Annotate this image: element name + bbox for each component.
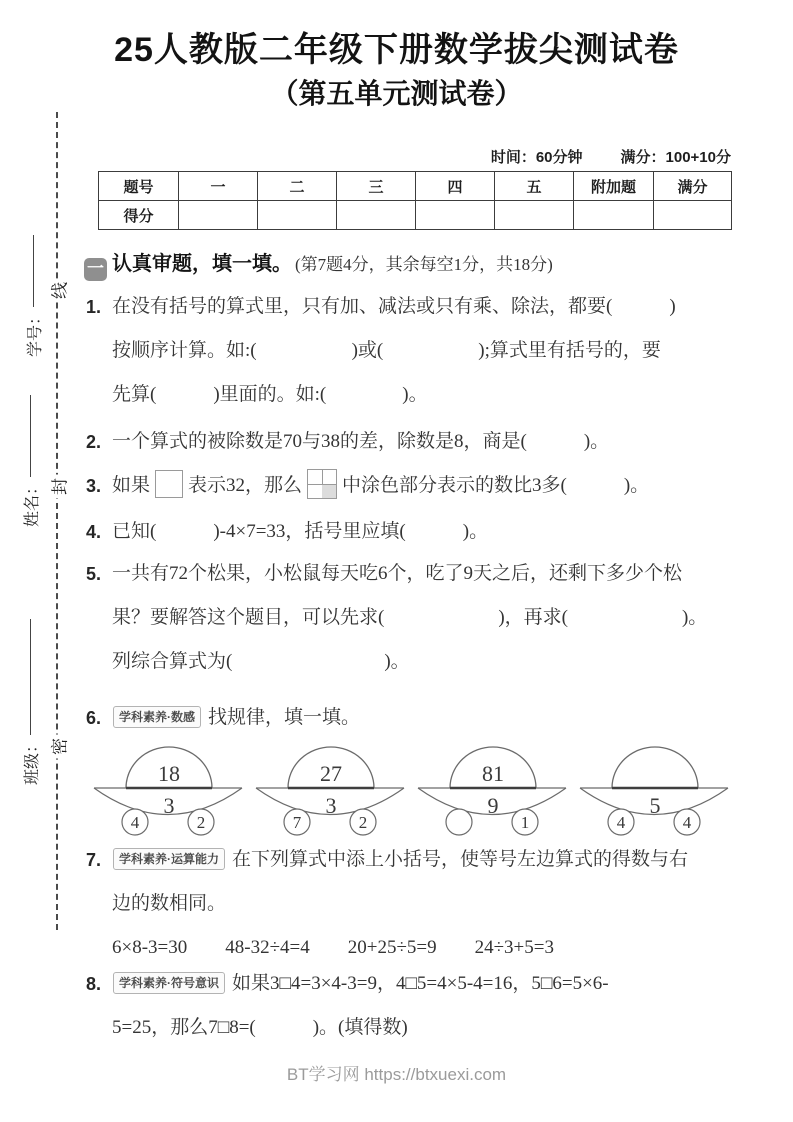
equations-line: 6×8-3=30 48-32÷4=4 20+25÷5=9 24÷3+5=3 — [112, 937, 554, 958]
question-line — [112, 464, 764, 508]
question-line — [112, 838, 764, 882]
question-1 — [86, 285, 764, 417]
score-table-header-cell: 四 — [416, 172, 495, 201]
ufo-wheel-value: 4 — [130, 813, 140, 832]
section-one-heading — [84, 247, 553, 281]
ufo-dome-value: 27 — [320, 761, 342, 786]
section-one-title: 认真审题，填一填。 — [112, 253, 292, 275]
question-number: 7. — [86, 850, 102, 870]
ufo-dome — [612, 747, 698, 788]
exam-meta — [453, 146, 731, 167]
ufo-wheel — [446, 809, 472, 835]
score-table-header-cell: 题号 — [99, 172, 179, 201]
question-number: 3. — [86, 476, 102, 496]
question-3 — [86, 464, 764, 508]
score-table-header-cell: 满分 — [654, 172, 732, 201]
question-text: 中涂色部分表示的数比3多( )。 — [342, 475, 650, 496]
question-text: 找规律，填一填。 — [208, 707, 361, 728]
ufo-dome-value: 81 — [482, 761, 504, 786]
score-cell-empty — [337, 201, 416, 230]
ufo — [94, 747, 242, 835]
question-number: 8. — [86, 974, 102, 994]
question-line: 一共有72个松果，小松鼠每天吃6个，吃了9天之后，还剩下多少个松 — [112, 563, 683, 584]
score-table-header-cell: 二 — [258, 172, 337, 201]
question-line: 边的数相同。 — [112, 893, 227, 914]
question-text: 在下列算式中添上小括号，使等号左边算式的得数与右 — [232, 849, 689, 870]
competency-badge: 学科素养·数感 — [113, 706, 201, 728]
question-6 — [86, 696, 764, 740]
name-label: 姓名： — [23, 478, 41, 527]
score-table — [98, 171, 732, 230]
class-label: 班级： — [23, 736, 41, 785]
question-number: 5. — [86, 564, 102, 584]
student-id-blank-line — [33, 235, 34, 307]
exam-time: 时间：60分钟 — [490, 149, 583, 166]
ufo — [256, 747, 404, 835]
ufo-wheel-value: 4 — [616, 813, 626, 832]
question-4 — [86, 510, 764, 554]
score-row-label: 得分 — [99, 201, 179, 230]
site-watermark: BT学习网 https://btxuexi.com — [286, 1065, 507, 1084]
question-text: 如果3□4=3×4-3=9，4□5=4×5-4=16，5□6=5×6- — [232, 973, 609, 994]
ufo-wheel-value: 2 — [358, 813, 368, 832]
ufo — [418, 747, 566, 835]
ufo-wheel-value: 1 — [520, 813, 530, 832]
ufo-body-value: 5 — [649, 793, 661, 818]
shaded-quarter — [322, 484, 336, 498]
ufo-body-value: 3 — [163, 793, 175, 818]
question-line: 已知( )-4×7=33，括号里应填( )。 — [112, 521, 489, 542]
ufo-pattern-figure — [90, 736, 735, 842]
question-line — [112, 696, 764, 740]
question-number: 2. — [86, 432, 102, 452]
ufo — [580, 747, 728, 835]
seal-dashed-line — [56, 112, 58, 930]
class-field — [18, 599, 42, 785]
page-title: 25人教版二年级下册数学拔尖测试卷 — [114, 31, 679, 69]
ufo-wheel-value: 2 — [196, 813, 206, 832]
blank-square-shape — [155, 470, 183, 498]
ufo-body-value: 3 — [325, 793, 337, 818]
student-id-label: 学号： — [26, 308, 44, 357]
score-cell-empty — [258, 201, 337, 230]
seal-char-mi: 密 — [42, 735, 75, 759]
question-number: 4. — [86, 522, 102, 542]
competency-badge: 学科素养·符号意识 — [113, 972, 225, 994]
question-line: 一个算式的被除数是70与38的差，除数是8，商是( )。 — [112, 431, 610, 452]
name-blank-line — [30, 395, 31, 477]
score-cell-empty — [574, 201, 654, 230]
quartered-square-shape — [307, 469, 337, 499]
class-blank-line — [30, 619, 31, 735]
section-one-note: (第7题4分，其余每空1分，共18分) — [295, 255, 553, 274]
question-number: 1. — [86, 297, 102, 317]
question-8 — [86, 962, 764, 1050]
ufo-wheel-value: 4 — [682, 813, 692, 832]
seal-char-line: 线 — [42, 279, 75, 303]
question-line — [112, 962, 764, 1006]
score-cell-empty — [654, 201, 732, 230]
section-one-icon: 一 — [84, 258, 107, 281]
name-field — [18, 377, 42, 527]
question-5 — [86, 552, 764, 684]
question-line: 列综合算式为( )。 — [112, 651, 410, 672]
score-table-header-cell: 五 — [495, 172, 574, 201]
page-subtitle: （第五单元测试卷） — [270, 78, 523, 109]
question-text: 表示32，那么 — [188, 475, 303, 496]
score-table-header-cell: 一 — [179, 172, 258, 201]
question-line: 在没有括号的算式里，只有加、减法或只有乘、除法，都要( ) — [112, 296, 676, 317]
score-cell-empty — [495, 201, 574, 230]
question-line: 5=25，那么7□8=( )。(填得数) — [112, 1017, 408, 1038]
question-line: 果？要解答这个题目，可以先求( )，再求( )。 — [112, 607, 708, 628]
score-cell-empty — [416, 201, 495, 230]
question-number: 6. — [86, 708, 102, 728]
question-7 — [86, 838, 764, 970]
question-line: 先算( )里面的。如:( )。 — [112, 384, 428, 405]
ufo-dome-value: 18 — [158, 761, 180, 786]
exam-full-score: 满分：100+10分 — [620, 149, 731, 166]
ufo-wheel-value: 7 — [292, 813, 302, 832]
score-table-header-cell: 附加题 — [574, 172, 654, 201]
score-cell-empty — [179, 201, 258, 230]
ufo-body-value: 9 — [487, 793, 499, 818]
score-table-header-row — [99, 172, 732, 201]
seal-char-feng: 封 — [42, 475, 75, 499]
question-2 — [86, 420, 764, 464]
score-table-header-cell: 三 — [337, 172, 416, 201]
competency-badge: 学科素养·运算能力 — [113, 848, 225, 870]
question-line: 按顺序计算。如:( )或( );算式里有括号的，要 — [112, 340, 661, 361]
score-table-score-row — [99, 201, 732, 230]
question-text: 如果 — [112, 475, 151, 496]
